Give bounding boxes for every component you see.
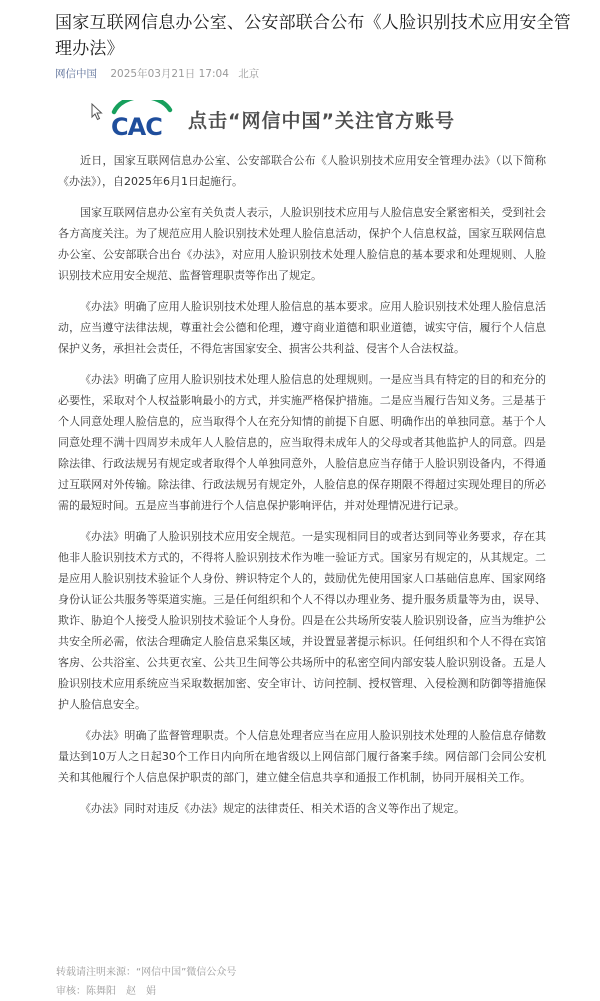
mouse-cursor-icon <box>91 103 103 121</box>
publish-datetime: 2025年03月21日 17:04 <box>110 68 229 80</box>
reviewer-credit: 审核：陈舞阳 赵 娟 <box>56 986 156 997</box>
follow-account-banner[interactable] <box>108 100 508 140</box>
article-footer <box>56 963 236 1001</box>
paragraph: 《办法》明确了人脸识别技术应用安全规范。一是实现相同目的或者达到同等业务要求，存在其他非人脸识别技术方式的，不得将人脸识别技术作为唯一验证方式。国家另有规定的，从其规定。二是应用人脸识别技术验证个人身份、辨识特定个人的，鼓励优先使用国家人口基础信息库、国家网络身份认证公共服务等渠道实施。三是任何组织和个人不得以办理业务、提升服务质量等为由，误导、欺诈、胁迫个人接受人脸识别技术验证个人身份。四是在公共场所安装人脸识别设备，应当为维护公共安全所必需，依法合理确定人脸信息采集区域，并设置显著提示标识。任何组织和个人不得在宾馆客房、公共浴室、公共更衣室、公共卫生间等公共场所中的私密空间内部安装人脸识别设备。五是人脸识别技术应用系统应当采取数据加密、安全审计、访问控制、授权管理、入侵检测和防御等措施保护人脸信息安全。 <box>58 530 546 711</box>
paragraph: 《办法》明确了监督管理职责。个人信息处理者应当在应用人脸识别技术处理的人脸信息存储数量达到10万人之日起30个工作日内向所在地省级以上网信部门履行备案手续。网信部门会同公安机关和其他履行个人信息保护职责的部门，建立健全信息共享和通报工作机制，协同开展相关工作。 <box>58 729 546 784</box>
cac-logo-icon <box>108 100 180 140</box>
cac-logo-text: CAC <box>111 113 162 140</box>
paragraph: 《办法》明确了应用人脸识别技术处理人脸信息的处理规则。一是应当具有特定的目的和充分的必要性，采取对个人权益影响最小的方式，并实施严格保护措施。二是应当履行告知义务。三是基于个人同意处理人脸信息的，应当取得个人在充分知情的前提下自愿、明确作出的单独同意。基于个人同意处理不满十四周岁未成年人人脸信息的，应当取得未成年人的父母或者其他监护人的同意。四是除法律、行政法规另有规定或者取得个人单独同意外，人脸信息应当存储于人脸识别设备内，不得通过互联网对外传输。除法律、行政法规另有规定外，人脸信息的保存期限不得超过实现处理目的所必需的最短时间。五是应当事前进行个人信息保护影响评估，并对处理情况进行记录。 <box>58 373 546 512</box>
reprint-notice: 转载请注明来源：“网信中国”微信公众号 <box>56 967 237 978</box>
publish-location: 北京 <box>238 68 260 80</box>
account-name-link[interactable]: 网信中国 <box>55 68 97 80</box>
paragraph: 《办法》明确了应用人脸识别技术处理人脸信息的基本要求。应用人脸识别技术处理人脸信息活动，应当遵守法律法规，尊重社会公德和伦理，遵守商业道德和职业道德，诚实守信，履行个人信息保护义务，承担社会责任，不得危害国家安全、损害公共利益、侵害个人合法权益。 <box>58 300 546 355</box>
article-meta <box>55 66 259 81</box>
article-body <box>58 150 546 829</box>
paragraph: 近日，国家互联网信息办公室、公安部联合公布《人脸识别技术应用安全管理办法》（以下简称《办法》），自2025年6月1日起施行。 <box>58 154 546 188</box>
paragraph: 《办法》同时对违反《办法》规定的法律责任、相关术语的含义等作出了规定。 <box>80 802 465 815</box>
paragraph: 国家互联网信息办公室有关负责人表示，人脸识别技术应用与人脸信息安全紧密相关，受到社会各方高度关注。为了规范应用人脸识别技术处理人脸信息活动，保护个人信息权益，国家互联网信息办公室、公安部联合出台《办法》，对应用人脸识别技术处理人脸信息的基本要求和处理规则、人脸识别技术应用安全规范、监督管理职责等作出了规定。 <box>58 206 546 282</box>
article-title: 国家互联网信息办公室、公安部联合公布《人脸识别技术应用安全管理办法》 <box>55 13 571 59</box>
follow-account-text: 点击“网信中国”关注官方账号 <box>188 110 455 132</box>
